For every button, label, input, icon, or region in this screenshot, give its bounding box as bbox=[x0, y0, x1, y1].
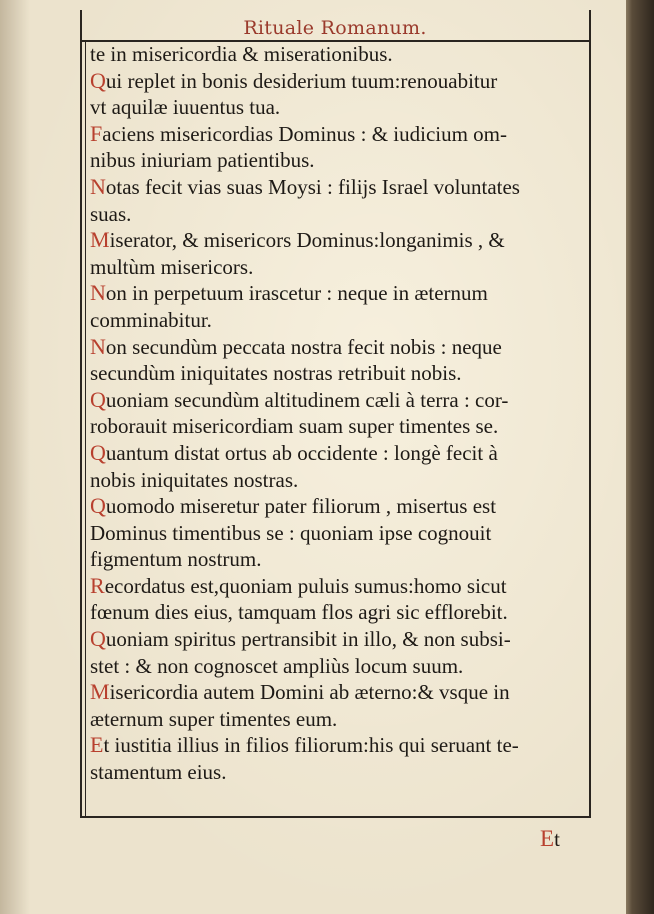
rubricated-initial: M bbox=[90, 227, 110, 253]
rubricated-initial: R bbox=[90, 572, 105, 598]
rubricated-initial: E bbox=[90, 732, 104, 758]
verse-line bbox=[90, 759, 586, 786]
verse-line bbox=[90, 360, 586, 387]
verse-text: isericordia autem Domini ab æterno:& vsque in bbox=[109, 680, 510, 705]
verse-text: aciens misericordias Dominus : & iudicium om- bbox=[102, 121, 508, 146]
running-head: Rituale Romanum. bbox=[243, 17, 427, 39]
verse-text: iserator, & misericors Dominus:longanimis , & bbox=[109, 228, 505, 253]
rubricated-initial: Q bbox=[90, 67, 106, 93]
verse-line bbox=[90, 573, 586, 600]
verse-text: æternum super timentes eum. bbox=[90, 706, 338, 731]
verse-text: stamentum eius. bbox=[90, 760, 227, 785]
rubricated-initial: Q bbox=[90, 386, 106, 412]
rubricated-initial: N bbox=[90, 173, 106, 199]
rubricated-initial: M bbox=[90, 679, 110, 705]
verse-line bbox=[90, 467, 586, 494]
catchword-initial: E bbox=[540, 826, 555, 851]
right-rule bbox=[589, 40, 591, 818]
rubricated-initial: F bbox=[90, 120, 103, 146]
verse-text: comminabitur. bbox=[90, 307, 212, 332]
verse-line bbox=[90, 41, 586, 68]
verse-text: otas fecit vias suas Moysi : filijs Israel voluntates bbox=[105, 174, 520, 199]
rubricated-initial: Q bbox=[90, 626, 106, 652]
verse-line bbox=[90, 174, 586, 201]
verse-text: on in perpetuum irascetur : neque in æternum bbox=[105, 281, 488, 306]
catchword bbox=[540, 826, 590, 852]
verse-text: on secundùm peccata nostra fecit nobis : neque bbox=[105, 334, 502, 359]
rubricated-initial: N bbox=[90, 280, 106, 306]
verse-text: uomodo miseretur pater filiorum , misertus est bbox=[105, 494, 497, 519]
left-rule-inner bbox=[85, 40, 86, 818]
verse-line bbox=[90, 94, 586, 121]
verse-line bbox=[90, 227, 586, 254]
verse-line bbox=[90, 520, 586, 547]
verse-text: stet : & non cognoscet ampliùs locum suum. bbox=[90, 653, 464, 678]
verse-text: uantum distat ortus ab occidente : longè fecit à bbox=[105, 440, 498, 465]
verse-line bbox=[90, 706, 586, 733]
bottom-rule bbox=[80, 816, 591, 818]
verse-line bbox=[90, 440, 586, 467]
catchword-rest: t bbox=[554, 827, 560, 851]
verse-line bbox=[90, 599, 586, 626]
verse-line bbox=[90, 413, 586, 440]
verse-text: ui replet in bonis desiderium tuum:renouabitur bbox=[105, 68, 498, 93]
verse-line bbox=[90, 147, 586, 174]
verse-text: uoniam spiritus pertransibit in illo, & non subsi- bbox=[105, 627, 511, 652]
verse-line bbox=[90, 493, 586, 520]
verse-line bbox=[90, 121, 586, 148]
verse-line bbox=[90, 679, 586, 706]
verse-line bbox=[90, 307, 586, 334]
verse-line bbox=[90, 387, 586, 414]
verse-text: uoniam secundùm altitudinem cæli à terra : cor- bbox=[105, 387, 509, 412]
verse-text: t iustitia illius in filios filiorum:his qui seruant te- bbox=[103, 733, 519, 758]
verse-line bbox=[90, 201, 586, 228]
rubricated-initial: Q bbox=[90, 439, 106, 465]
verse-text: secundùm iniquitates nostras retribuit nobis. bbox=[90, 361, 462, 386]
verse-line bbox=[90, 68, 586, 95]
verse-text: suas. bbox=[90, 201, 132, 226]
rubricated-initial: N bbox=[90, 333, 106, 359]
verse-text: fœnum dies eius, tamquam flos agri sic efflorebit. bbox=[90, 600, 508, 625]
verse-text: Dominus timentibus se : quoniam ipse cognouit bbox=[90, 520, 492, 545]
verse-text: vt aquilæ iuuentus tua. bbox=[90, 95, 281, 120]
verse-text: nibus iniuriam patientibus. bbox=[90, 148, 315, 173]
verse-text: roborauit misericordiam suam super timentes se. bbox=[90, 414, 499, 439]
verse-text: nobis iniquitates nostras. bbox=[90, 467, 299, 492]
verse-text: figmentum nostrum. bbox=[90, 547, 262, 572]
left-rule-outer bbox=[80, 40, 82, 818]
verse-text: te in misericordia & miserationibus. bbox=[90, 42, 393, 66]
verse-line bbox=[90, 546, 586, 573]
rubricated-initial: Q bbox=[90, 493, 106, 519]
verse-line bbox=[90, 653, 586, 680]
verse-line bbox=[90, 626, 586, 653]
verse-line bbox=[90, 254, 586, 281]
verse-line bbox=[90, 732, 586, 759]
book-gutter bbox=[626, 0, 654, 914]
psalm-text-block bbox=[90, 41, 586, 807]
verse-line bbox=[90, 334, 586, 361]
verse-text: ecordatus est,quoniam puluis sumus:homo sicut bbox=[104, 573, 507, 598]
verse-line bbox=[90, 280, 586, 307]
verse-text: multùm misericors. bbox=[90, 254, 254, 279]
